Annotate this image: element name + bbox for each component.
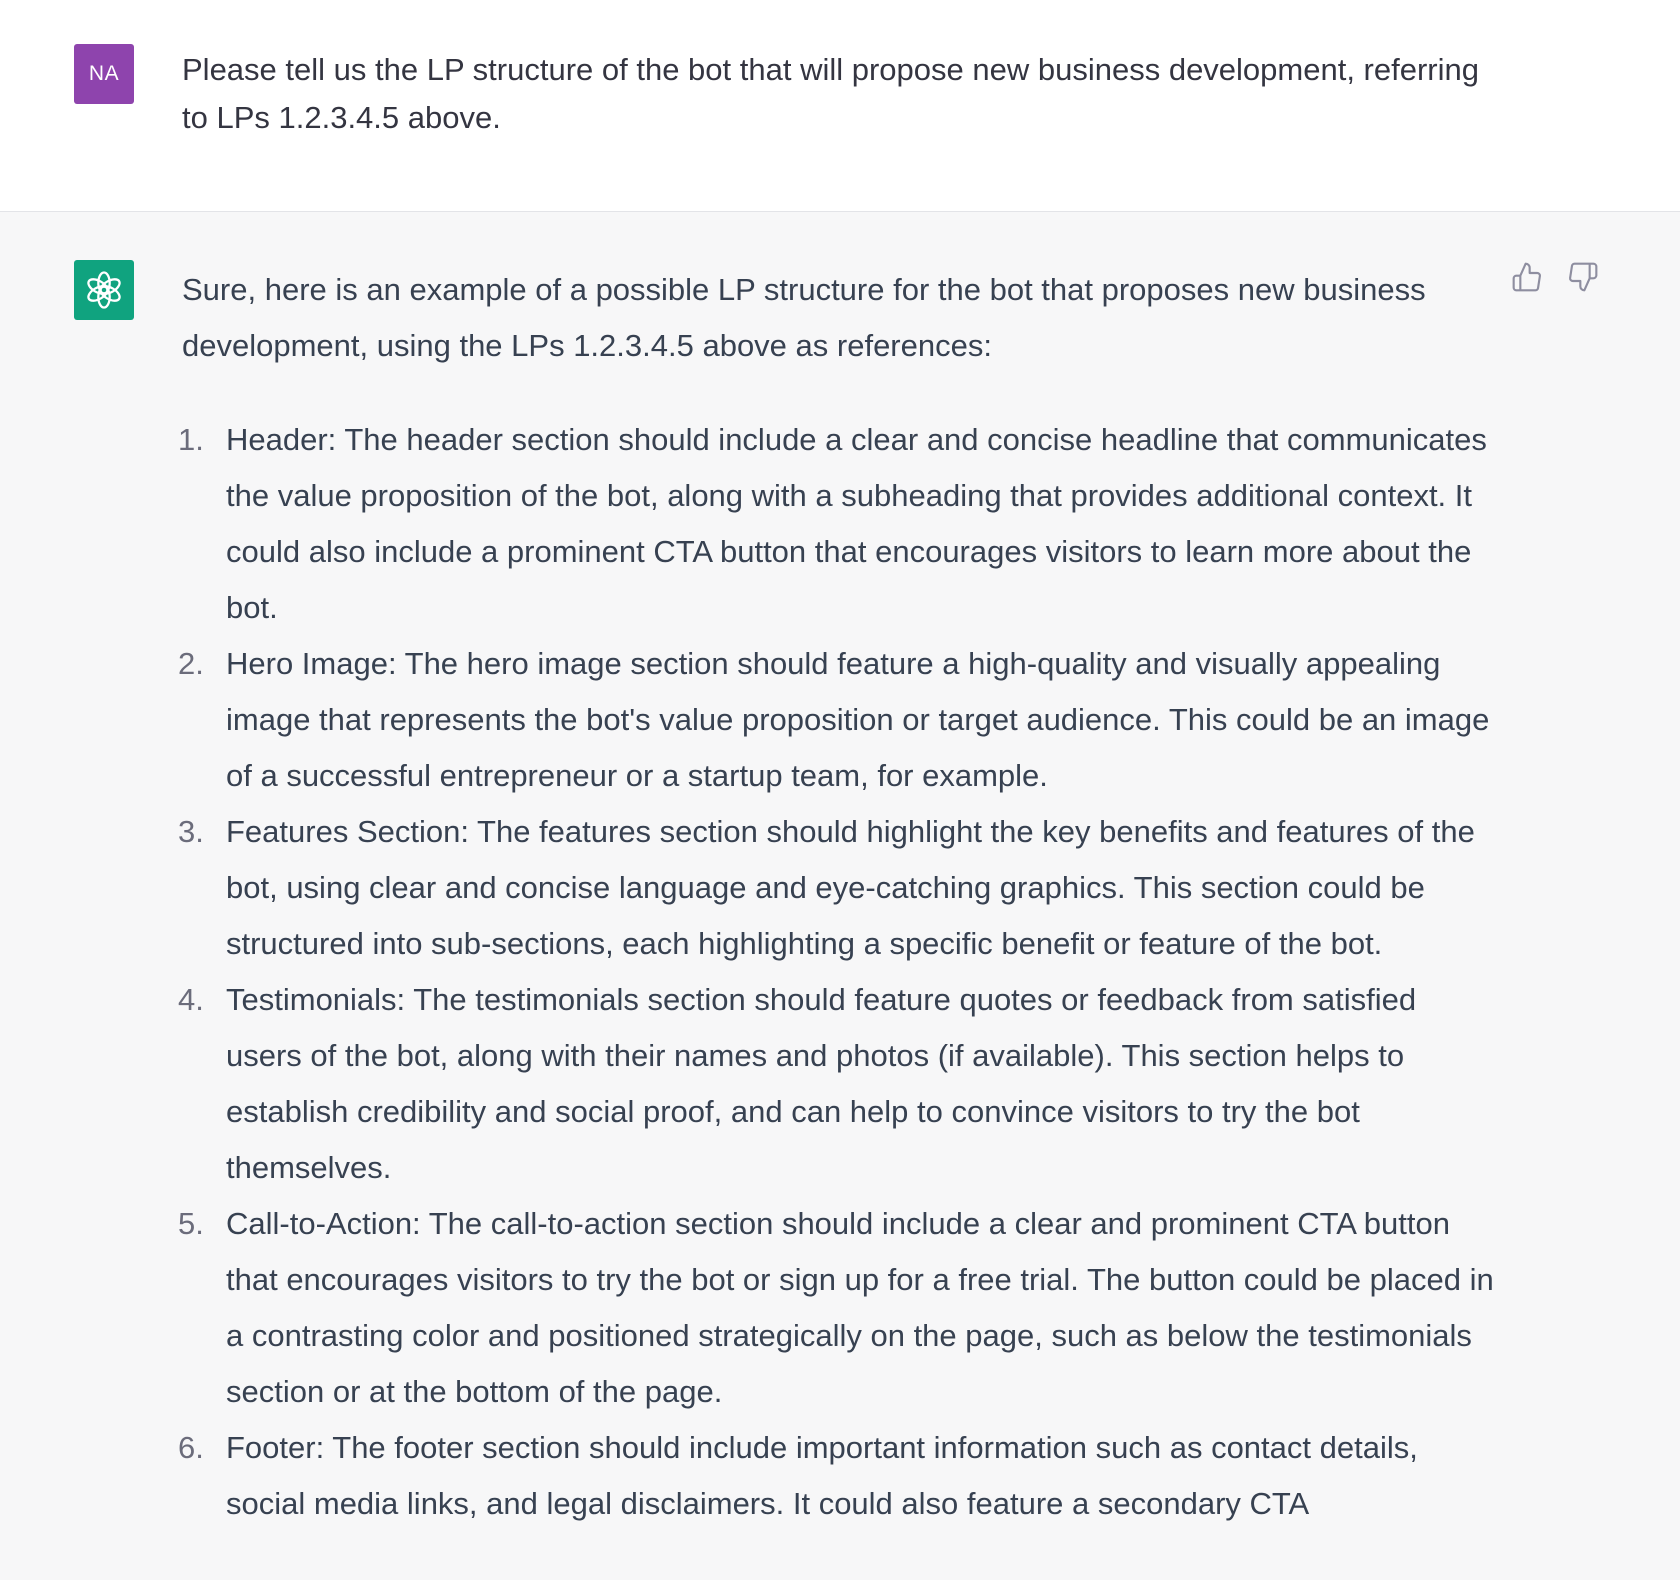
thumbs-up-button[interactable] [1510,260,1544,294]
assistant-intro-text: Sure, here is an example of a possible LP structure for the bot that proposes new business development, using the LPs 1.2.3.4.5 above as references: [182,272,1426,363]
list-item [178,1196,1494,1420]
list-item-text: Call-to-Action: The call-to-action section should include a clear and prominent CTA button that encourages visitors to try the bot or sign up for a free trial. The button could be placed in a contrasting color and positioned strategically on the page, such as below the testimonials section or at the bottom of the page. [226,1206,1494,1409]
list-item-number: 1. [178,422,204,457]
list-item-text: Features Section: The features section should highlight the key benefits and features of the bot, using clear and concise language and eye-catching graphics. This section could be structured into sub-sections, each highlighting a specific benefit or feature of the bot. [226,814,1475,961]
assistant-avatar [74,260,134,320]
list-item-number: 3. [178,814,204,849]
list-item [178,804,1494,972]
list-item-text: Hero Image: The hero image section should feature a high-quality and visually appealing image that represents the bot's value proposition or target audience. This could be an image of a successful entrepreneur or a startup team, for example. [226,646,1490,793]
list-item [178,412,1494,636]
thumbs-down-icon [1567,261,1599,293]
feedback-controls [1510,260,1600,294]
assistant-message [0,212,1680,1580]
user-message-text: Please tell us the LP structure of the bot that will propose new business development, referring to LPs 1.2.3.4.5 above. [182,52,1479,135]
user-avatar: NA [74,44,134,104]
lp-structure-list [178,412,1494,1532]
openai-logo-icon [83,269,125,311]
assistant-message-content [178,262,1494,1532]
thumbs-down-button[interactable] [1566,260,1600,294]
list-item-number: 2. [178,646,204,681]
thumbs-up-icon [1511,261,1543,293]
list-item [178,636,1494,804]
user-message [0,0,1680,212]
list-item-number: 5. [178,1206,204,1241]
list-item-text: Testimonials: The testimonials section should feature quotes or feedback from satisfied users of the bot, along with their names and photos (if available). This section helps to establish credibility and social proof, and can help to convince visitors to try the bot themselves. [226,982,1417,1185]
list-item-number: 4. [178,982,204,1017]
list-item [178,1420,1494,1532]
list-item [178,972,1494,1196]
list-item-number: 6. [178,1430,204,1465]
list-item-text: Footer: The footer section should include important information such as contact details, social media links, and legal disclaimers. It could also feature a secondary CTA [226,1430,1418,1521]
list-item-text: Header: The header section should include a clear and concise headline that communicates the value proposition of the bot, along with a subheading that provides additional context. It could also include a prominent CTA button that encourages visitors to learn more about the bot. [226,422,1487,625]
